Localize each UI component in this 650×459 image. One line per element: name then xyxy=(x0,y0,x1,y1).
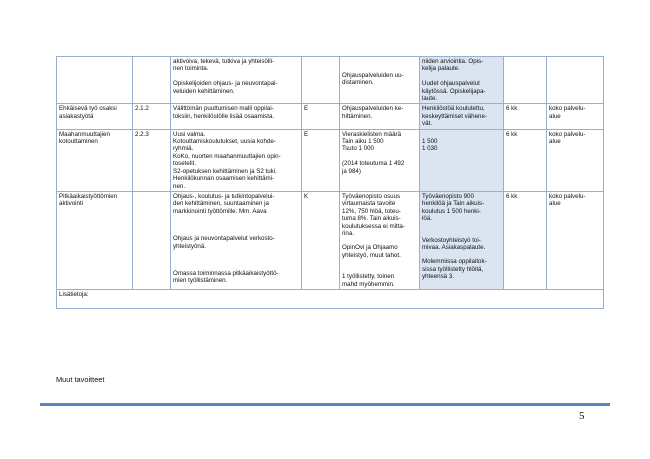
table-row xyxy=(57,129,604,191)
cell xyxy=(504,57,547,104)
code-cell: 2.1.2 xyxy=(133,104,171,129)
text-line: Työväenopisto osuus xyxy=(342,192,401,200)
text-line: mivaa. Asiakaspalaute. xyxy=(422,243,486,251)
result-cell xyxy=(420,104,504,129)
text-line: yhteistyö, muut tahot. xyxy=(342,251,401,259)
text-line: keskeyttämiset vähene- xyxy=(422,112,487,120)
text-line: Vieraskielisten määrä xyxy=(342,130,402,138)
text-line: Ehkäisevä työ osaksi xyxy=(59,105,117,113)
text-line: mien työllistäminen. xyxy=(173,277,228,285)
text-line: S2-opetuksen kehittäminen ja S2 tuki. xyxy=(173,167,277,175)
text-line: tuma 8%. Tain aikuis- xyxy=(342,215,401,223)
area-cell xyxy=(547,191,604,289)
text-line: käytössä. Opiskelijapa- xyxy=(422,87,486,95)
text-line: alue xyxy=(549,112,561,120)
text-line: Kotouttamiskoulutukset, uusia kohde- xyxy=(173,138,276,146)
text-line: alue xyxy=(549,138,561,146)
text-line: löä. xyxy=(422,215,432,223)
cell xyxy=(57,57,133,104)
text-line: nen. xyxy=(173,182,186,190)
text-line: yhteistyönä. xyxy=(173,242,207,250)
text-line: alue xyxy=(549,200,561,208)
action-cell xyxy=(171,129,302,191)
text-line: 12%, 750 hlöä, toteu- xyxy=(342,207,401,215)
time-cell: 6 kk xyxy=(504,129,547,191)
time-cell: 6 kk xyxy=(504,191,547,289)
code-cell: 2.2.3 xyxy=(133,129,171,191)
text-line: Ohjauspalveluiden ke- xyxy=(342,105,404,113)
cell xyxy=(133,57,171,104)
time-cell: 6 kk xyxy=(504,104,547,129)
text-line: Pitkäaikaistyöttömien xyxy=(59,192,118,200)
text-line: mahd myöhemmin. xyxy=(342,280,395,288)
text-line: Henkilökunnan osaamisen kehittämi- xyxy=(173,175,275,183)
page-number: 5 xyxy=(579,410,585,422)
text-line: ryhmiä. xyxy=(173,145,194,153)
text-line: kelija palaute. xyxy=(422,65,460,73)
text-line: Molemmissa oppilaitok- xyxy=(422,258,487,266)
footer-rule xyxy=(40,403,610,406)
text-line: rina. xyxy=(342,229,355,237)
text-line: asiakastyötä xyxy=(59,112,94,120)
goal-cell xyxy=(57,104,133,129)
text-line: Ohjauspalveluiden uu- xyxy=(342,72,404,79)
extra-info-cell: Lisätietoja: xyxy=(57,289,604,308)
goal-cell xyxy=(57,191,133,289)
text-line: Maahanmuuttajien xyxy=(59,130,110,138)
text-line: Verkostoyhteistyö toi- xyxy=(422,236,481,244)
text-line: virtaumaista tavoite xyxy=(342,200,396,208)
text-line xyxy=(422,131,501,138)
goals-table xyxy=(56,56,604,309)
text-line: aktivointi xyxy=(59,200,84,208)
text-line: Välittömän puuttumisen malli oppilai- xyxy=(173,105,274,113)
text-line: (2014 toteutuma 1 492 xyxy=(342,160,405,168)
text-line: henkilöä ja Tain aikuis- xyxy=(422,200,485,208)
cell xyxy=(340,57,420,104)
table-row xyxy=(57,289,604,308)
text-line: veluiden kehittäminen. xyxy=(173,87,235,95)
indicator-cell xyxy=(340,191,420,289)
section-heading: Muut tavoitteet xyxy=(56,375,105,384)
table-row xyxy=(57,191,604,289)
text-line: Uudet ohjauspalvelut xyxy=(422,80,480,88)
text-line: den kehittäminen, suuntaaminen ja xyxy=(173,200,269,208)
text-line xyxy=(173,73,299,80)
text-line: 1 500 xyxy=(422,138,438,146)
result-cell xyxy=(420,129,504,191)
area-cell xyxy=(547,129,604,191)
text-line: Ohjaus-, koulutus- ja tutkintopalvelui- xyxy=(173,192,275,200)
text-line: laute. xyxy=(422,95,438,103)
text-line: Henkilöstöä koulutettu, xyxy=(422,105,485,113)
cell-highlighted xyxy=(420,57,504,104)
text-line: koko palvelu- xyxy=(549,130,586,138)
result-cell xyxy=(420,191,504,289)
table-row xyxy=(57,104,604,129)
table-row xyxy=(57,57,604,104)
cell xyxy=(171,57,302,104)
text-line: KoKo, nuorten maahanmuuttajien opin- xyxy=(173,152,281,160)
text-line: koulutus 1 500 henki- xyxy=(422,207,481,215)
text-line: Omassa toiminnassa pitkäaikaistyöttö- xyxy=(173,269,279,277)
text-line: ja 984) xyxy=(342,167,361,175)
action-cell xyxy=(171,191,302,289)
text-line: Tain aiku 1 500 xyxy=(342,138,384,146)
text-line: aktivoiva, tekevä, tutkiva ja yhteisölli- xyxy=(173,58,275,65)
text-line: Ohjaus ja neuvontapalvelut verkosto- xyxy=(173,235,275,243)
text-line: niiden arviointia. Opis- xyxy=(422,58,484,65)
type-cell: K xyxy=(302,191,340,289)
text-line: Tsuto 1 000 xyxy=(342,145,374,153)
type-cell: E xyxy=(302,129,340,191)
text-line: OpinOvi ja Ohjaamo xyxy=(342,244,398,252)
code-cell xyxy=(133,191,171,289)
text-line: vät. xyxy=(422,120,432,128)
text-line: toksiin, henkilöstölle lisää osaamista. xyxy=(173,112,275,120)
type-cell: E xyxy=(302,104,340,129)
goal-cell xyxy=(57,129,133,191)
text-line: Työväenopisto 900 xyxy=(422,192,474,200)
text-line: koko palvelu- xyxy=(549,105,586,113)
cell xyxy=(302,57,340,104)
text-line: 1 työllistetty, toinen xyxy=(342,273,395,281)
text-line xyxy=(342,153,417,160)
text-line: kotouttaminen xyxy=(59,138,98,146)
text-line: Uusi valma. xyxy=(173,130,206,138)
indicator-cell xyxy=(340,129,420,191)
text-line: yhteensä 3. xyxy=(422,273,454,281)
area-cell xyxy=(547,104,604,129)
text-line: 1 030 xyxy=(422,145,438,153)
text-line xyxy=(422,73,501,80)
indicator-cell xyxy=(340,104,420,129)
text-line: markkinointi työttömille. Mm. Aava xyxy=(173,207,267,215)
text-line: sissa työllistetty hlöitä, xyxy=(422,265,484,273)
text-line: koulutuksessa ei mitta- xyxy=(342,222,405,230)
action-cell xyxy=(171,104,302,129)
text-line: hittäminen. xyxy=(342,112,373,120)
cell xyxy=(547,57,604,104)
text-line: distaminen. xyxy=(342,79,374,87)
text-line: tosetelit. xyxy=(173,160,197,168)
text-line: nen toiminta. xyxy=(173,65,209,73)
text-line: Opiskelijoiden ohjaus- ja neuvontapal- xyxy=(173,80,278,88)
text-line: koko palvelu- xyxy=(549,192,586,200)
